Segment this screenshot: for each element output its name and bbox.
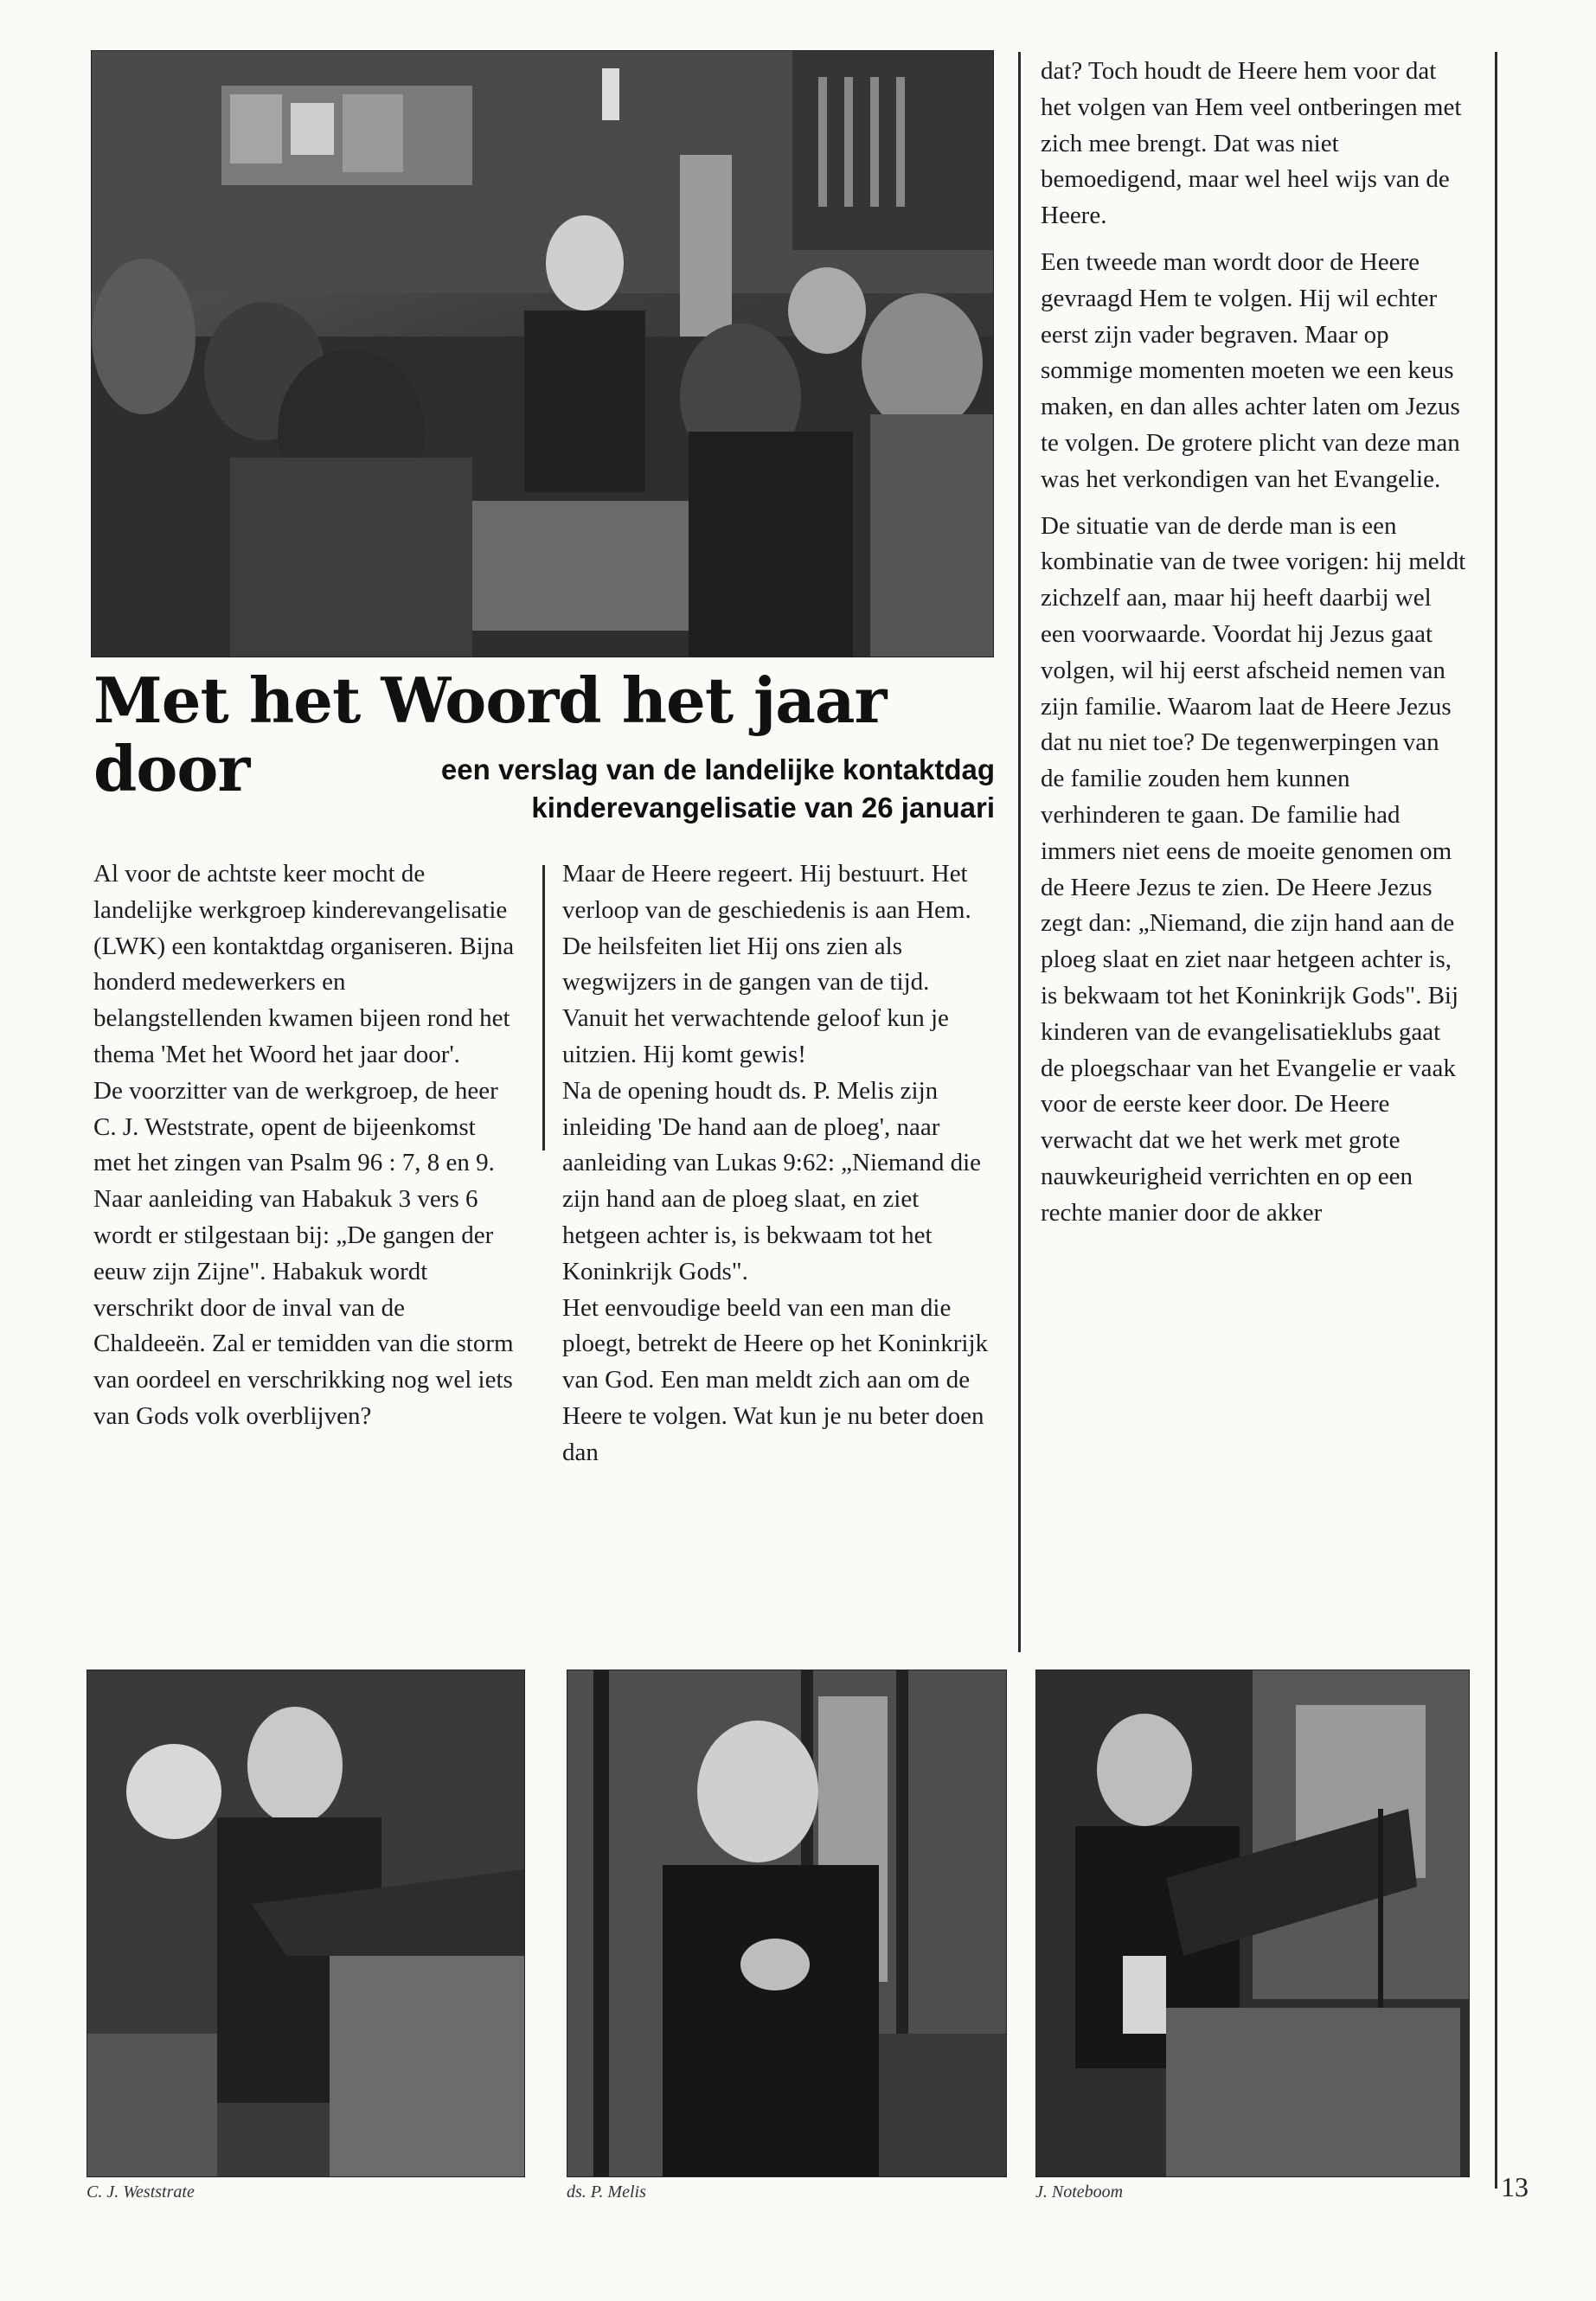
col2-paragraph-2: Na de opening houdt ds. P. Melis zijn inleiding 'De hand aan de ploeg', naar aanleiding van Lukas 9:62: „Niemand die zijn hand aan de ploeg slaat, en ziet hetgeen achter is, is bekwaam tot het Koninkrijk Gods".	[562, 1076, 981, 1285]
col2-paragraph-3: Het eenvoudige beeld van een man die ploegt, betrekt de Heere op het Koninkrijk van God. Een man meldt zich aan om de Heere te volgen. Wat kun je nu beter doen dan	[562, 1293, 989, 1466]
page-number: 13	[1501, 2171, 1529, 2202]
group-photo-drawing	[92, 51, 993, 657]
article-subtitle	[130, 751, 995, 826]
speaker-photo-noteboom-drawing	[1036, 1670, 1469, 2176]
group-photo	[91, 50, 994, 657]
speaker-photo-weststrate	[87, 1670, 525, 2177]
article-subtitle-line2: kinderevangelisatie van 26 januari	[531, 791, 995, 824]
col3-paragraph-3: De situatie van de derde man is een kombinatie van de twee vorigen: hij meldt zichzelf aan, maar hij heeft daarbij wel een voorwaarde. Voordat hij Jezus gaat volgen, wil hij eerst afscheid nemen van zijn familie. Waarom laat de Heere Jezus dat nu niet toe? De tegenwerpingen van de familie zouden hem kunnen verhinderen te gaan. De familie had immers niet eens de moeite genomen om de Heere Jezus te zien. De Heere Jezus zegt dan: „Niemand, die zijn hand aan de ploeg slaat en ziet naar hetgeen achter is, is bekwaam tot het Koninkrijk Gods". Bij kinderen van de evangelisatieklubs gaat de ploegschaar van het Evangelie er vaak voor de eerste keer door. De Heere verwacht dat we het werk met grote nauwkeurigheid verrichten en op een rechte manier door de akker	[1041, 511, 1466, 1227]
col1-paragraph-2: De voorzitter van de werkgroep, de heer C. J. Weststrate, opent de bijeenkomst met het zingen van Psalm 96 : 7, 8 en 9. Naar aanleiding van Habakuk 3 vers 6 wordt er stilgestaan bij: „De gangen der eeuw zijn Zijne". Habakuk wordt verschrikt door de inval van de Chaldeeën. Zal er temidden van die storm van oordeel en verschrikking nog wel iets van Gods volk overblijven?	[93, 1076, 514, 1430]
speaker-photo-melis-drawing	[567, 1670, 1006, 2176]
caption-melis: ds. P. Melis	[567, 2182, 646, 2202]
column-rule-3	[1495, 52, 1497, 2189]
col3-paragraph-2: Een tweede man wordt door de Heere gevraagd Hem te volgen. Hij wil echter eerst zijn vader begraven. Maar op sommige momenten moeten we een keus maken, en dan alles achter laten om Jezus te volgen. De grotere plicht van deze man was het verkondigen van het Evangelie.	[1041, 247, 1460, 493]
article-column-3	[1041, 54, 1469, 1232]
article-title: Met het Woord het jaar door	[93, 663, 887, 806]
column-rule-1	[542, 865, 545, 1150]
speaker-photo-noteboom	[1035, 1670, 1470, 2177]
col1-paragraph-1: Al voor de achtste keer mocht de landelijke werkgroep kinderevangelisatie (LWK) een kontaktdag organiseren. Bijna honderd medewerkers en belangstellenden kwamen bijeen rond het thema 'Met het Woord het jaar door'.	[93, 860, 515, 1068]
col2-paragraph-1: Maar de Heere regeert. Hij bestuurt. Het verloop van de geschiedenis is aan Hem. De heilsfeiten liet Hij ons zien als wegwijzers in de gangen van de tijd. Vanuit het verwachtende geloof kun je uitzien. Hij komt gewis!	[562, 860, 971, 1068]
caption-weststrate: C. J. Weststrate	[87, 2182, 195, 2202]
col3-paragraph-1: dat? Toch houdt de Heere hem voor dat het volgen van Hem veel ontberingen met zich mee brengt. Dat was niet bemoedigend, maar wel heel wijs van de Heere.	[1041, 57, 1462, 230]
article-column-2	[562, 856, 995, 1471]
article-column-1	[93, 856, 519, 1435]
speaker-photo-melis	[567, 1670, 1007, 2177]
column-rule-2	[1018, 52, 1021, 1652]
article-subtitle-line1: een verslag van de landelijke kontaktdag	[440, 753, 995, 785]
caption-noteboom: J. Noteboom	[1035, 2182, 1124, 2202]
speaker-photo-weststrate-drawing	[87, 1670, 524, 2176]
